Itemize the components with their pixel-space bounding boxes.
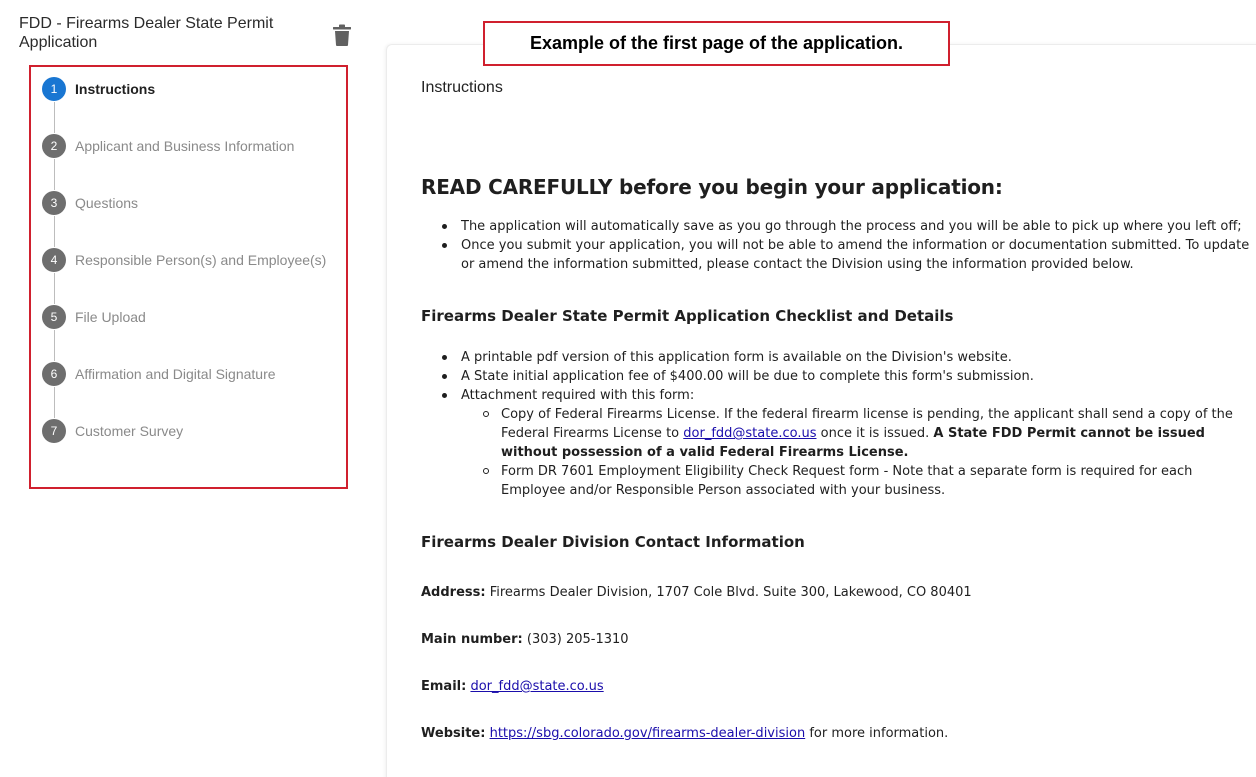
step-label: Applicant and Business Information	[75, 138, 295, 154]
read-bullet-list	[421, 217, 1251, 274]
example-callout: Example of the first page of the application.	[483, 21, 950, 66]
address-value: Firearms Dealer Division, 1707 Cole Blvd. Suite 300, Lakewood, CO 80401	[489, 585, 972, 600]
step-instructions[interactable]	[42, 76, 155, 102]
step-label: Responsible Person(s) and Employee(s)	[75, 252, 327, 268]
step-connector	[54, 273, 55, 304]
step-responsible-persons[interactable]	[42, 247, 326, 273]
step-label: Customer Survey	[75, 423, 184, 439]
app-title: FDD - Firearms Dealer State Permit Application	[19, 15, 274, 51]
step-label: File Upload	[75, 309, 146, 325]
step-customer-survey[interactable]	[42, 418, 183, 444]
trash-icon[interactable]	[332, 24, 352, 46]
read-carefully-heading: READ CAREFULLY before you begin your application:	[421, 175, 1003, 199]
step-number: 1	[42, 77, 66, 101]
step-connector	[54, 159, 55, 190]
federal-license-warning: A State FDD Permit cannot be issued without possession of a valid Federal Firearms License.	[501, 426, 1205, 460]
step-label: Instructions	[75, 81, 156, 97]
phone-value: (303) 205-1310	[526, 632, 629, 647]
step-connector	[54, 102, 55, 133]
website-label: Website:	[421, 726, 486, 741]
list-item: A State initial application fee of $400.00 will be due to complete this form's submission.	[421, 367, 1251, 386]
instructions-content	[421, 78, 1251, 743]
attachment-sublist	[461, 405, 1251, 500]
step-label: Questions	[75, 195, 139, 211]
step-number: 6	[42, 362, 66, 386]
contact-email-link[interactable]: dor_fdd@state.co.us	[470, 679, 604, 694]
step-number: 5	[42, 305, 66, 329]
step-connector	[54, 387, 55, 418]
list-item	[421, 386, 1251, 500]
federal-license-text: Copy of Federal Firearms License. If the federal firearm license is pending, the applicant shall send a copy of the Federal Firearms License to	[501, 407, 1233, 441]
step-label: Affirmation and Digital Signature	[75, 366, 276, 382]
step-file-upload[interactable]	[42, 304, 146, 330]
checklist-heading: Firearms Dealer State Permit Application Checklist and Details	[421, 307, 954, 325]
step-number: 7	[42, 419, 66, 443]
contact-address	[421, 584, 1251, 602]
section-title: Instructions	[421, 79, 503, 96]
checklist-list	[421, 348, 1251, 500]
list-item: A printable pdf version of this application form is available on the Division's website.	[421, 348, 1251, 367]
website-suffix: for more information.	[809, 726, 949, 741]
list-item	[461, 405, 1251, 462]
step-number: 4	[42, 248, 66, 272]
contact-website	[421, 725, 1251, 743]
address-label: Address:	[421, 585, 486, 600]
contact-phone	[421, 631, 1251, 649]
phone-label: Main number:	[421, 632, 523, 647]
website-link[interactable]: https://sbg.colorado.gov/firearms-dealer-division	[489, 726, 806, 741]
step-applicant-business-info[interactable]	[42, 133, 294, 159]
list-item: The application will automatically save as you go through the process and you will be able to pick up where you left off;	[421, 217, 1251, 236]
federal-license-suffix: once it is issued.	[820, 426, 930, 441]
step-connector	[54, 216, 55, 247]
step-number: 3	[42, 191, 66, 215]
email-link[interactable]: dor_fdd@state.co.us	[683, 426, 817, 441]
step-affirmation-signature[interactable]	[42, 361, 276, 387]
attachment-label: Attachment required with this form:	[461, 388, 695, 403]
list-item: Form DR 7601 Employment Eligibility Check Request form - Note that a separate form is required for each Employee and/or Responsible Person associated with your business.	[461, 462, 1251, 500]
step-questions[interactable]	[42, 190, 138, 216]
email-label: Email:	[421, 679, 467, 694]
step-number: 2	[42, 134, 66, 158]
list-item: Once you submit your application, you will not be able to amend the information or documentation submitted. To update or amend the information submitted, please contact the Division using the information provided below.	[421, 236, 1251, 274]
contact-heading: Firearms Dealer Division Contact Information	[421, 533, 805, 551]
step-connector	[54, 330, 55, 361]
contact-email	[421, 678, 1251, 696]
